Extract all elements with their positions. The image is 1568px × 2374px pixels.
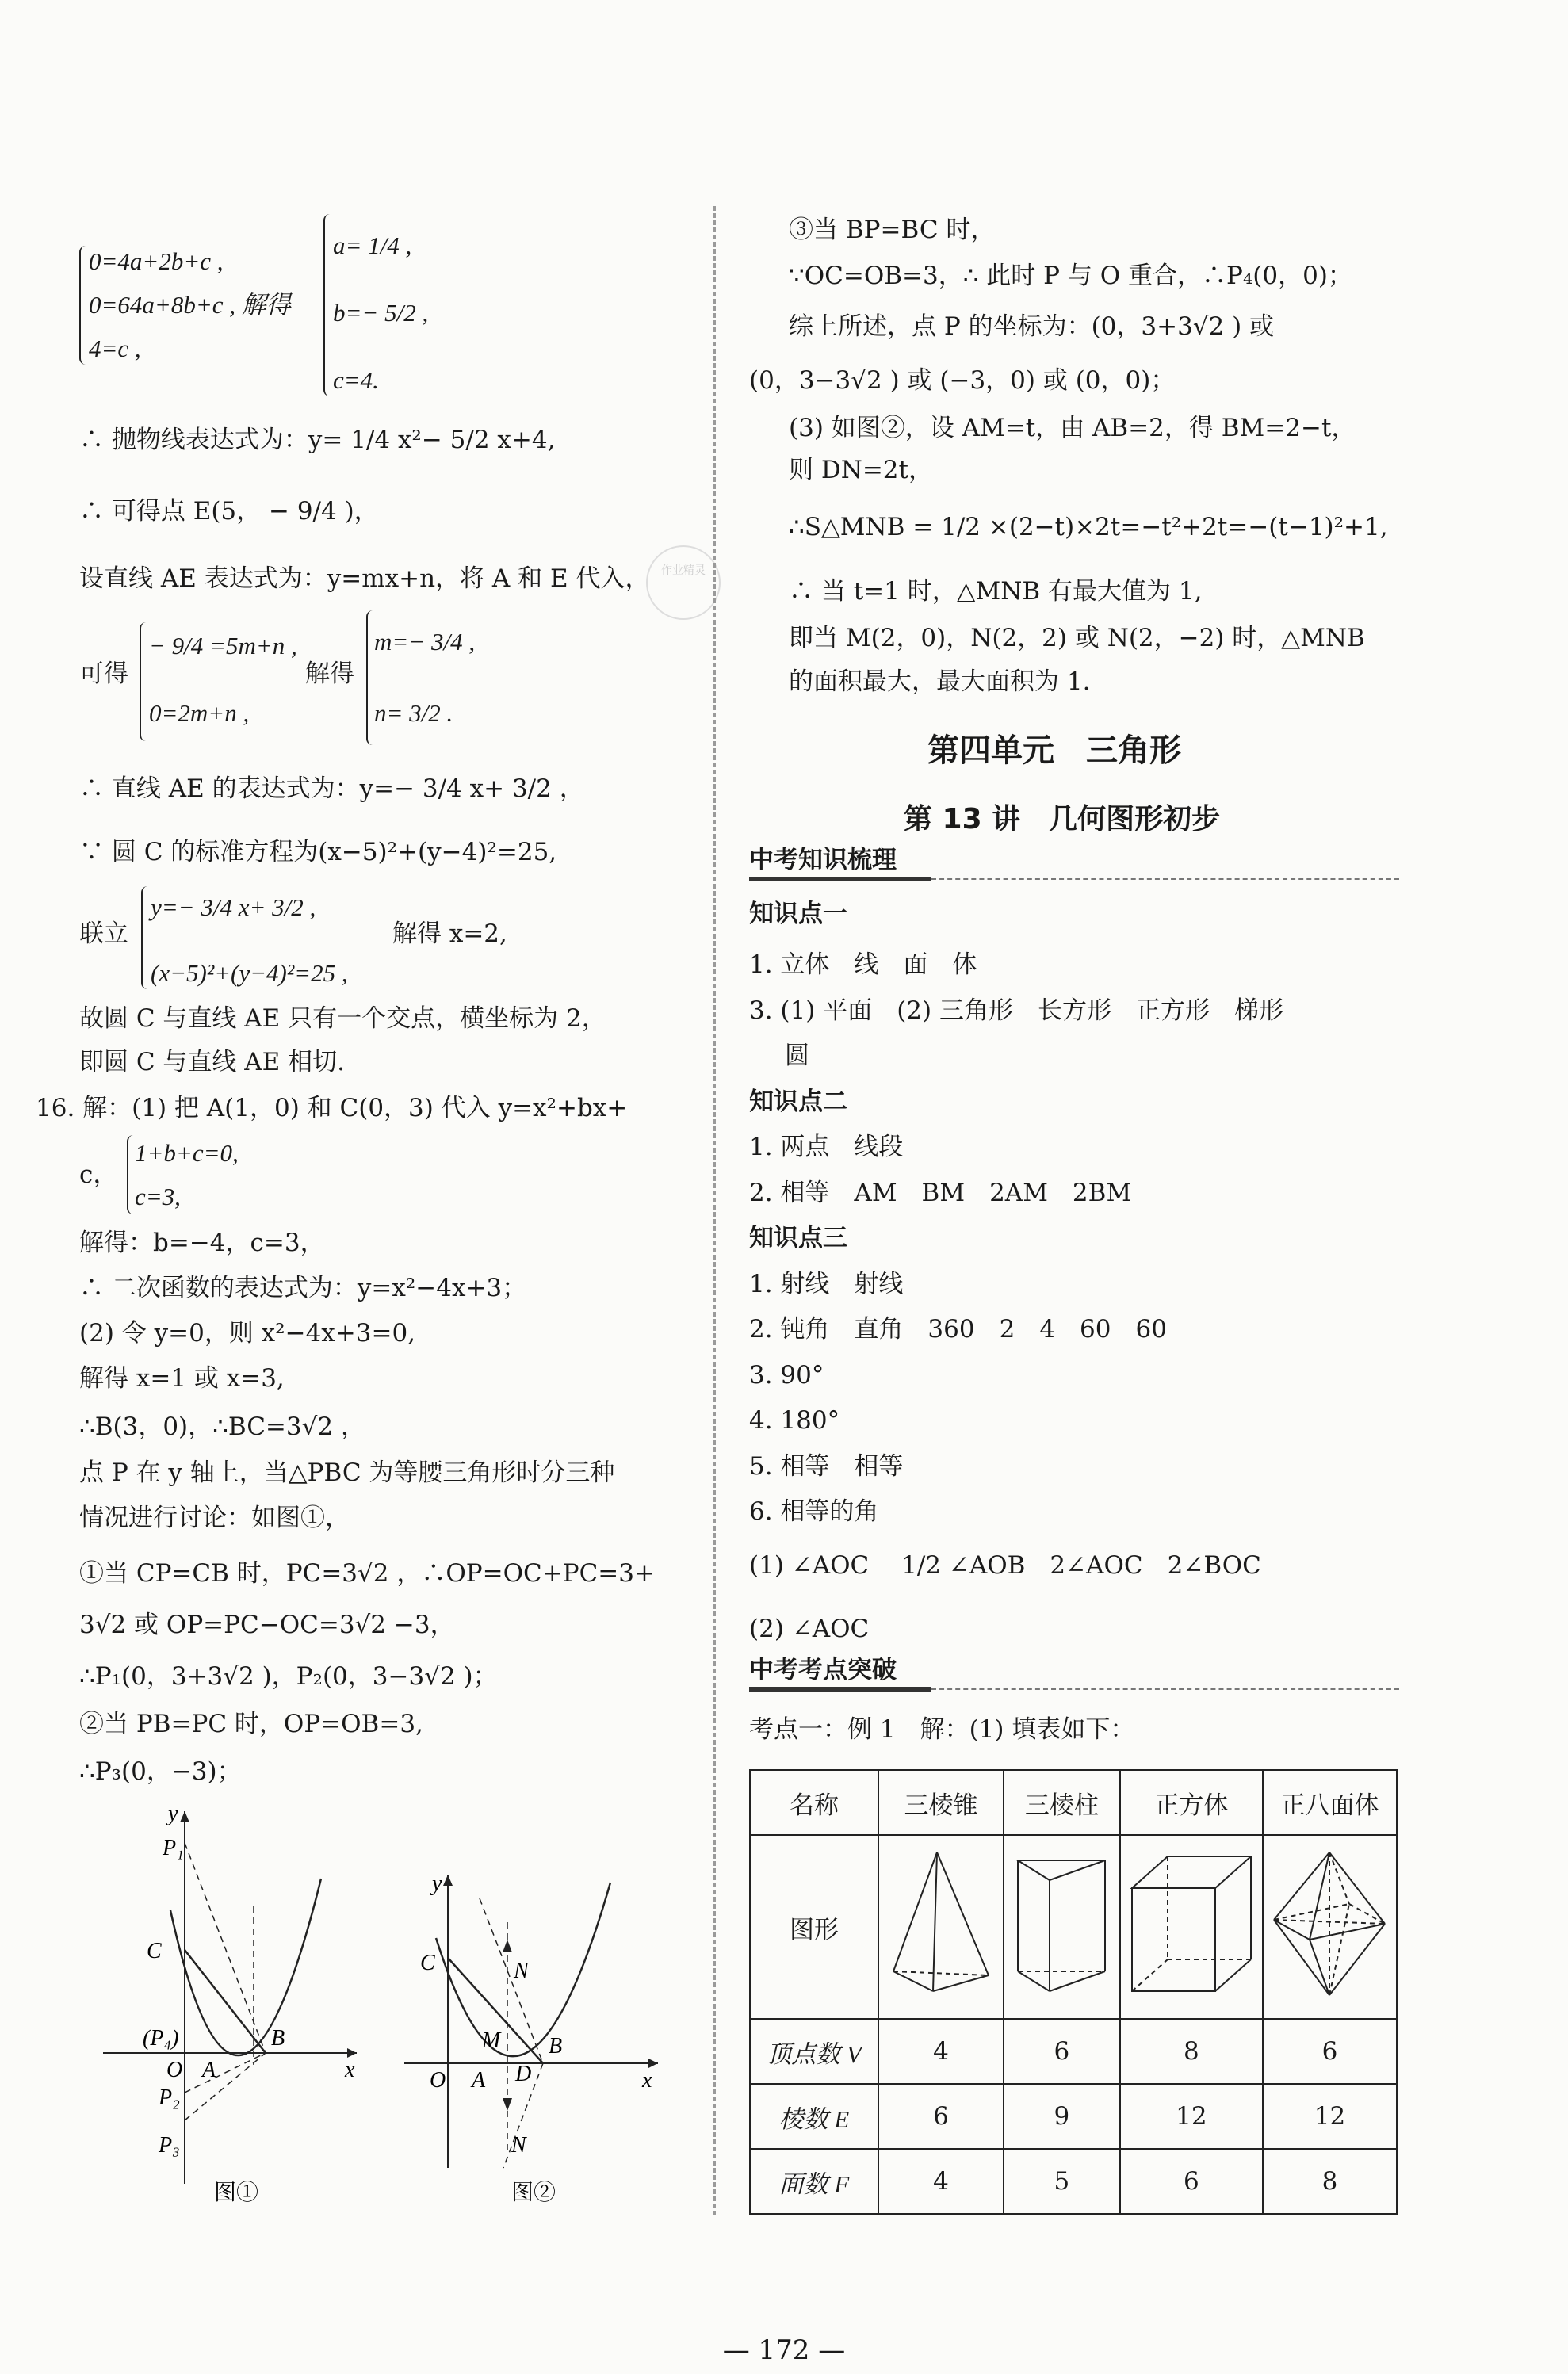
figure-2	[404, 1851, 666, 2208]
table-cell: 面数 F	[750, 2149, 878, 2214]
table-cell: 9	[1004, 2084, 1120, 2149]
text-line: (1) ∠AOC 1/2 ∠AOB 2∠AOC 2∠BOC	[749, 1551, 1261, 1580]
table-cell: 12	[1263, 2084, 1397, 2149]
section-header	[749, 1657, 1399, 1684]
table-cell: 4	[878, 2019, 1004, 2084]
pyramid-figure	[878, 1835, 1004, 2019]
unit-title: 第四单元 三角形	[927, 732, 1181, 769]
equation-line: c=3,	[135, 1183, 181, 1210]
text-line: 可得	[79, 659, 128, 688]
text-line: 圆	[785, 1042, 809, 1070]
point-label: N	[511, 2133, 526, 2158]
watermark-stamp: 作业精灵	[646, 545, 721, 620]
text-line: (2) 令 y=0，则 x²−4x+3=0,	[79, 1319, 416, 1348]
equation-line: 0=2m+n ,	[149, 699, 250, 727]
point-label: A	[472, 2068, 486, 2093]
solids-table	[749, 1769, 1398, 2215]
text-line: 点 P 在 y 轴上，当△PBC 为等腰三角形时分三种	[79, 1458, 615, 1487]
prism-figure	[1004, 1835, 1120, 2019]
text-line: 情况进行讨论：如图①，	[79, 1504, 350, 1532]
text-line: 4. 180°	[749, 1406, 840, 1435]
text-line: 故圆 C 与直线 AE 只有一个交点，横坐标为 2，	[79, 1004, 606, 1033]
system-brace	[141, 886, 149, 989]
solution-line: b=− 5/2 ,	[333, 299, 429, 327]
text-line: 3√2 或 OP=PC−OC=3√2 −3，	[79, 1611, 455, 1639]
table-cell: 正八面体	[1263, 1770, 1397, 1835]
text-line: 即当 M(2，0)，N(2，2) 或 N(2，−2) 时，△MNB	[789, 624, 1365, 652]
text-line: 2. 钝角 直角 360 2 4 60 60	[749, 1315, 1167, 1344]
equation-line: 0=4a+2b+c ,	[89, 247, 224, 275]
text-line: ∴ 抛物线表达式为：y= 1/4 x²− 5/2 x+4,	[79, 426, 556, 454]
knowledge-heading: 知识点三	[749, 1224, 847, 1252]
point-label: B	[271, 2026, 285, 2051]
knowledge-heading: 知识点一	[749, 900, 847, 928]
point-label: D	[515, 2062, 532, 2086]
text-line: ∵OC=OB=3，∴ 此时 P 与 O 重合，∴P₄(0，0)；	[789, 262, 1352, 290]
table-row	[750, 2019, 1397, 2084]
figure-caption: 图①	[214, 2179, 259, 2205]
point-label: O	[166, 2058, 183, 2082]
point-label: M	[482, 2028, 501, 2053]
text-line: c，	[79, 1160, 118, 1189]
y-axis-label: y	[168, 1803, 178, 1826]
text-line: 则 DN=2t，	[789, 456, 933, 484]
x-axis-label: x	[345, 2058, 355, 2082]
text-line: 6. 相等的角	[749, 1497, 879, 1526]
text-line: ∴ 直线 AE 的表达式为：y=− 3/4 x+ 3/2 ，	[79, 774, 584, 803]
text-line: ∴B(3，0)，∴BC=3√2 ，	[79, 1413, 365, 1441]
point-label: P₃	[159, 2133, 180, 2158]
table-cell: 名称	[750, 1770, 878, 1835]
section-title: 中考考点突破	[749, 1656, 897, 1684]
point-label: C	[420, 1951, 435, 1975]
text-line: 即圆 C 与直线 AE 相切.	[79, 1048, 346, 1076]
table-cell: 12	[1120, 2084, 1263, 2149]
point-label: O	[430, 2068, 446, 2093]
equation-line: 0=64a+8b+c , 解得	[89, 291, 291, 319]
equation-line: − 9/4 =5m+n ,	[149, 632, 297, 659]
point-label: C	[147, 1939, 162, 1963]
text-line: 解得	[305, 659, 354, 688]
system-brace	[140, 622, 147, 741]
text-line: ∴P₁(0，3+3√2 )，P₂(0，3−3√2 )；	[79, 1662, 498, 1691]
text-line: (3) 如图②，设 AM=t，由 AB=2，得 BM=2−t，	[789, 414, 1356, 442]
text-line: 设直线 AE 表达式为：y=mx+n，将 A 和 E 代入，	[79, 564, 650, 593]
table-cell: 三棱锥	[878, 1770, 1004, 1835]
text-line: 解得：b=−4，c=3，	[79, 1229, 325, 1257]
equation-line: 4=c ,	[89, 335, 141, 362]
equation-line: (x−5)²+(y−4)²=25 ,	[151, 959, 348, 987]
point-label: B	[549, 2034, 563, 2059]
text-line: 1. 立体 线 面 体	[749, 950, 977, 979]
table-cell: 图形	[750, 1835, 878, 2019]
knowledge-heading: 知识点二	[749, 1088, 847, 1116]
point-label: A	[202, 2058, 216, 2082]
solution-brace	[366, 610, 374, 745]
section-header	[749, 847, 1399, 874]
text-line: 的面积最大，最大面积为 1.	[789, 667, 1091, 696]
table-cell: 8	[1263, 2149, 1397, 2214]
table-cell: 8	[1120, 2019, 1263, 2084]
system-brace	[79, 246, 87, 365]
figure-1	[103, 1803, 373, 2208]
text-line: 1. 两点 线段	[749, 1133, 904, 1161]
solution-line: n= 3/2 .	[374, 699, 453, 727]
table-cell: 三棱柱	[1004, 1770, 1120, 1835]
table-cell: 6	[878, 2084, 1004, 2149]
page-number: — 172 —	[722, 2334, 846, 2366]
text-line: ∴ 当 t=1 时，△MNB 有最大值为 1,	[789, 577, 1203, 606]
text-line: 5. 相等 相等	[749, 1452, 904, 1481]
point-label: (P₄)	[143, 2026, 179, 2051]
text-line: ∴P₃(0，−3)；	[79, 1757, 242, 1786]
equation-line: 1+b+c=0,	[135, 1139, 239, 1167]
table-row	[750, 2084, 1397, 2149]
cube-figure	[1120, 1835, 1263, 2019]
text-line: 综上所述，点 P 的坐标为：(0，3+3√2 ) 或	[789, 312, 1275, 341]
equation-line: y=− 3/4 x+ 3/2 ,	[151, 893, 316, 921]
point-label: P₂	[159, 2085, 180, 2110]
table-cell: 棱数 E	[750, 2084, 878, 2149]
example-line: 考点一：例 1 解：(1) 填表如下：	[749, 1715, 1135, 1744]
table-cell: 4	[878, 2149, 1004, 2214]
table-cell: 顶点数 V	[750, 2019, 878, 2084]
lecture-title: 第 13 讲 几何图形初步	[904, 803, 1221, 835]
text-line: 联立	[79, 919, 128, 948]
text-line: ②当 PB=PC 时，OP=OB=3,	[79, 1710, 423, 1738]
table-cell: 6	[1120, 2149, 1263, 2214]
point-label: P₁	[163, 1836, 184, 1860]
solution-line: m=− 3/4 ,	[374, 628, 476, 656]
solution-line: a= 1/4 ,	[333, 231, 412, 259]
table-cell: 6	[1263, 2019, 1397, 2084]
table-cell: 6	[1004, 2019, 1120, 2084]
x-axis-label: x	[642, 2068, 652, 2093]
text-line: ∴ 二次函数的表达式为：y=x²−4x+3；	[79, 1274, 527, 1302]
text-line: ∵ 圆 C 的标准方程为(x−5)²+(y−4)²=25,	[79, 838, 557, 866]
table-row	[750, 2149, 1397, 2214]
text-line: (2) ∠AOC	[749, 1615, 870, 1643]
table-figure-row	[750, 1835, 1397, 2019]
point-label: N	[514, 1959, 529, 1983]
solution-line: c=4.	[333, 366, 379, 394]
y-axis-label: y	[432, 1871, 442, 1896]
table-header-row	[750, 1770, 1397, 1835]
text-line: ③当 BP=BC 时，	[789, 216, 996, 244]
text-line: (0，3−3√2 ) 或 (−3，0) 或 (0，0)；	[749, 366, 1176, 395]
text-line: 解得 x=2,	[392, 919, 507, 948]
text-line: 2. 相等 AM BM 2AM 2BM	[749, 1179, 1132, 1207]
solution-brace	[323, 214, 331, 396]
figure-caption: 图②	[511, 2179, 556, 2205]
table-cell: 5	[1004, 2149, 1120, 2214]
text-line: ∴ 可得点 E(5， − 9/4 )，	[79, 497, 379, 526]
section-title: 中考知识梳理	[749, 846, 897, 874]
text-line: 解得 x=1 或 x=3,	[79, 1364, 285, 1393]
text-line: 16. 解：(1) 把 A(1，0) 和 C(0，3) 代入 y=x²+bx+	[36, 1094, 628, 1122]
column-divider	[713, 206, 716, 2215]
text-line: 3. 90°	[749, 1361, 824, 1390]
system-brace	[127, 1135, 135, 1214]
text-line: 1. 射线 射线	[749, 1270, 904, 1298]
text-line: 3. (1) 平面 (2) 三角形 长方形 正方形 梯形	[749, 996, 1283, 1025]
text-line: ∴S△MNB = 1/2 ×(2−t)×2t=−t²+2t=−(t−1)²+1,	[789, 513, 1388, 541]
table-cell: 正方体	[1120, 1770, 1263, 1835]
text-line: ①当 CP=CB 时，PC=3√2 ，∴OP=OC+PC=3+	[79, 1559, 655, 1588]
octahedron-figure	[1263, 1835, 1397, 2019]
